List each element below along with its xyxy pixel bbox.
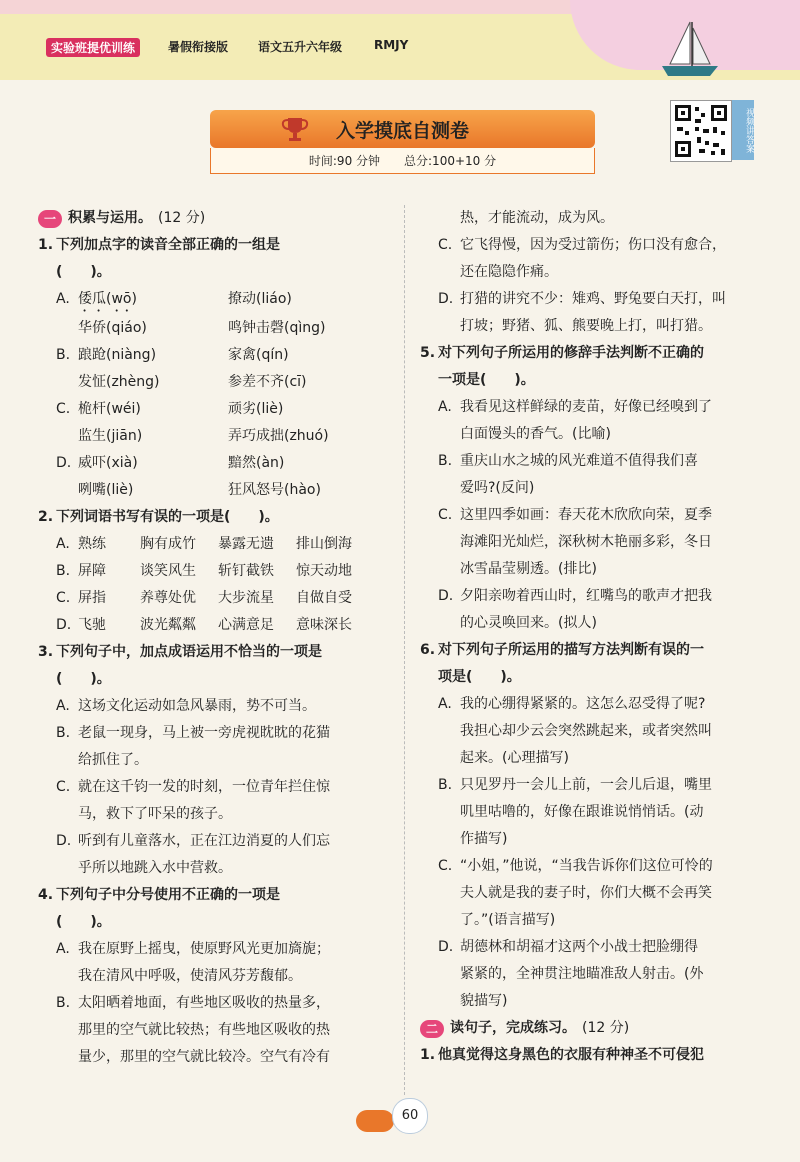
q3-option-c: C. 就在这千钧一发的时刻，一位青年拦住惊 [56,779,330,795]
q4-option-d-cont: 打坡；野猪、狐、熊要晚上打，叫打猎。 [460,318,712,334]
q4-option-a: A. 我在原野上摇曳，使原野风光更加旖旎； [56,941,330,957]
q5-option-b-cont: 爱吗?(反问) [460,480,535,496]
q6-option-d-cont-1: 紧紧的，全神贯注地瞄准敌人射击。(外 [460,966,704,982]
section-2-score: (12 分) [582,1020,630,1036]
q1-blank[interactable]: ( )。 [56,264,111,280]
q3-option-c-cont: 马，救下了吓呆的孩子。 [78,806,232,822]
section-2-number: 二 [420,1020,444,1038]
q4-option-b-cont-2: 量少，那里的空气就比较冷。空气有冷有 [78,1049,330,1065]
q3-blank[interactable]: ( )。 [56,671,111,687]
section-2-title: 读句子，完成练习。 [450,1020,576,1036]
q4-stem: 4. 下列句子中分号使用不正确的一项是 [38,887,280,903]
q6-option-b: B. 只见罗丹一会儿上前，一会儿后退，嘴里 [438,777,712,793]
q3-option-d: D. 听到有儿童落水，正在江边消夏的人们忘 [56,833,330,849]
section-1-number: 一 [38,210,62,228]
q5-stem: 5. 对下列句子所运用的修辞手法判断不正确的 [420,345,704,361]
q3-option-a: A. 这场文化运动如急风暴雨，势不可当。 [56,698,316,714]
q4-option-d: D. 打猎的讲究不少：雉鸡、野兔要白天打，叫 [438,291,726,307]
q5-option-a: A. 我看见这样鲜绿的麦苗，好像已经嗅到了 [438,399,712,415]
q2-stem: 2. 下列词语书写有误的一项是( )。 [38,509,279,525]
q6-option-d-cont-2: 貌描写) [460,993,508,1009]
q3-option-d-cont: 乎所以地跳入水中营救。 [78,860,232,876]
trophy-icon [280,114,310,144]
q4-option-b-cont-3: 热，才能流动，成为风。 [460,210,614,226]
exam-title: 入学摸底自测卷 [335,119,469,142]
q5-option-c-cont-2: 冰雪晶莹剔透。(排比) [460,561,597,577]
exam-title-bar [210,110,595,148]
edition-label: 暑假衔接版 [168,40,229,54]
s2-q1-stem: 1. 他真觉得这身黑色的衣服有种神圣不可侵犯 [420,1047,704,1063]
q2-options: A. 熟练 胸有成竹 暴露无遗 排山倒海 B. 屏障 谈笑风生 斩钉截铁 惊天动地 C. 屏指 养尊处优 大步流星 自做自受 D. 飞驰 波光粼粼 心满意足 意味深长 [56,536,352,633]
qr-label: 视频讲答案 [732,100,754,160]
q6-option-d: D. 胡德林和胡福才这两个小战士把脸绷得 [438,939,698,955]
q6-option-c-cont-1: 夫人就是我的妻子时，你们大概不会再笑 [460,885,712,901]
section-2-heading [420,1015,775,1042]
submarine-mascot-icon [356,1110,394,1132]
q5-option-c-cont-1: 海滩阳光灿烂，深秋树木艳丽多彩，冬日 [460,534,712,550]
q5-stem-cont[interactable]: 一项是( )。 [438,372,535,388]
q5-option-d: D. 夕阳亲吻着西山时，红嘴鸟的歌声才把我 [438,588,712,604]
q4-option-c: C. 它飞得慢，因为受过箭伤；伤口没有愈合， [438,237,726,253]
left-column [38,205,398,1071]
q6-option-b-cont-2: 作描写) [460,831,508,847]
exam-time-score: 时间:90 分钟 总分:100+10 分 [210,148,595,174]
q4-option-a-cont: 我在清风中呼吸，使清风芬芳馥郁。 [78,968,302,984]
q4-option-c-cont: 还在隐隐作痛。 [460,264,558,280]
q6-stem-cont[interactable]: 项是( )。 [438,669,521,685]
q6-option-a-cont-2: 起来。(心理描写) [460,750,569,766]
exam-title-block [210,110,595,176]
section-1-score: (12 分) [158,210,206,226]
q1-stem: 1. 下列加点字的读音全部正确的一组是 [38,237,280,253]
q5-option-a-cont: 白面馒头的香气。(比喻) [460,426,611,442]
sailboat-icon [660,20,720,80]
q3-stem: 3. 下列句子中，加点成语运用不恰当的一项是 [38,644,322,660]
q6-option-b-cont-1: 叽里咕噜的，好像在跟谁说悄悄话。(动 [460,804,704,820]
page-number: 60 [392,1098,428,1134]
q1-options: A. 倭瓜(wō) 撩动(liáo) 华侨(qiáo) 鸣钟击磬(qìng) B. 踉跄(niàng) 家禽(qín) 发怔(zhèng) 参差不齐(cī) C. 桅杆(wéi) 顽劣(liè) 监生(jiān) 弄巧成拙(zhuó) D. 威吓(xià) 黯然(àn) 咧嘴(liè) 狂风怒号(hào) [56,291,329,498]
section-1-title: 积累与运用。 [68,210,152,226]
q3-option-b: B. 老鼠一现身，马上被一旁虎视眈眈的花猫 [56,725,330,741]
q3-option-b-cont: 给抓住了。 [78,752,148,768]
q4-option-b-cont-1: 那里的空气就比较热；有些地区吸收的热 [78,1022,330,1038]
subject-label: 语文五升六年级 [258,40,343,54]
section-1-heading [38,205,398,232]
q6-stem: 6. 对下列句子所运用的描写方法判断有误的一 [420,642,704,658]
qr-code-icon[interactable] [670,100,732,162]
q4-option-b: B. 太阳晒着地面，有些地区吸收的热量多， [56,995,330,1011]
q4-blank[interactable]: ( )。 [56,914,111,930]
column-divider [404,205,405,1095]
q5-option-b: B. 重庆山水之城的风光难道不值得我们喜 [438,453,698,469]
publisher-label: RMJY [374,38,409,52]
series-badge: 实验班提优训练 [46,38,140,57]
q6-option-c: C. “小姐，”他说，“当我告诉你们这位可怜的 [438,858,713,874]
q5-option-c: C. 这里四季如画：春天花木欣欣向荣，夏季 [438,507,712,523]
q6-option-c-cont-2: 了。”(语言描写) [460,912,556,928]
q5-option-d-cont: 的心灵唤回来。(拟人) [460,615,597,631]
q6-option-a: A. 我的心绷得紧紧的。这怎么忍受得了呢? [438,696,706,712]
right-column [420,205,775,1069]
q6-option-a-cont-1: 我担心却少云会突然跳起来，或者突然叫 [460,723,712,739]
